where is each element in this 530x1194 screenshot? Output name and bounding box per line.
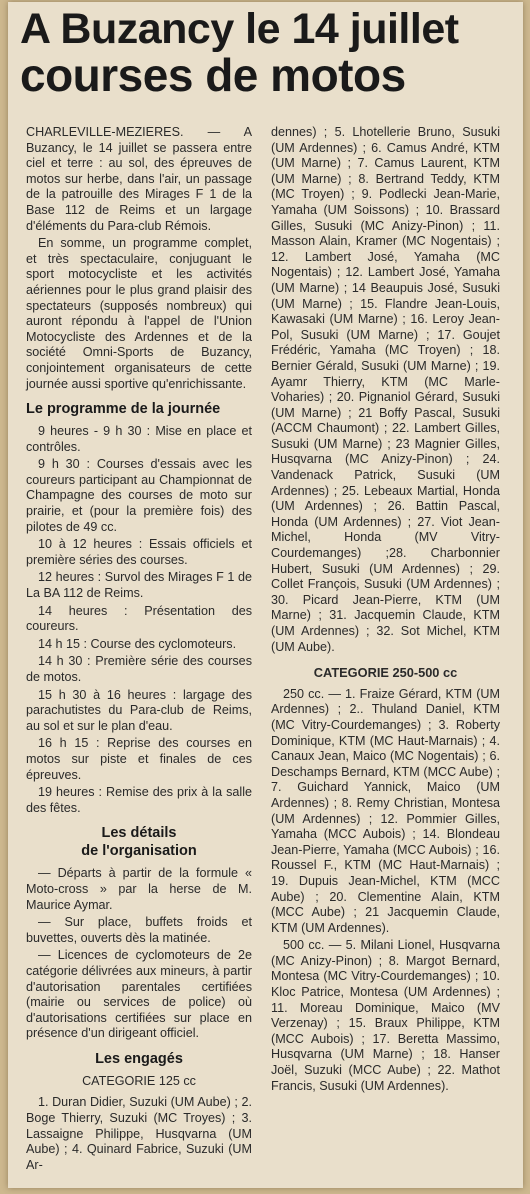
category-500-list: 500 cc. — 5. Milani Lionel, Husqvarna (MC Anizy-Pinon) ; 8. Margot Bernard, Montesa (MC Vitry-Courdemanges) ; 10. Kloc Patrice, Montesa (UM Ardennes) ; 11. Moreau Dominique, Maico (MV Verzenay) ; 15. Braux Philippe, KTM (MCC Aubois) ; 17. Beretta Massimo, Husqvarna (UM Marne) ; 18. Hanser Joël, Suzuki (MCC Aube) ; 22. Mathot Francis, Susuki (UM Ardennes). — [271, 938, 500, 1093]
programme-item: 19 heures : Remise des prix à la salle des fêtes. — [26, 785, 252, 815]
programme-item: 12 heures : Survol des Mirages F 1 de La BA 112 de Reims. — [26, 570, 252, 601]
headline — [20, 5, 520, 101]
programme-item: 15 h 30 à 16 heures : largage des parachutistes du Para-club de Reims, au sol et sur le plan d'eau. — [26, 687, 252, 733]
programme-item: 9 heures - 9 h 30 : Mise en place et contrôles. — [26, 424, 252, 454]
intro-paragraph-1: CHARLEVILLE-MEZIERES. — A Buzancy, le 14 juillet se passera entre ciel et terre : au sol, des épreuves de motos sur herbe, dans l'air, un passage de la patrouille des Mirages F 1 de la Base 112 de Reims et un largage d'éléments du Para-club Rémois. — [26, 125, 252, 233]
category-250-list: 250 cc. — 1. Fraize Gérard, KTM (UM Ardennes) ; 2.. Thuland Daniel, KTM (MC Vitry-Courdemanges) ; 3. Roberty Dominique, KTM (MC Haut-Marnais) ; 4. Canaux Jean, Maico (MC Nogentais) ; 6. Deschamps Bernard, KTM (MCC Aube) ; 7. Guichard Yannick, Maico (UM Ardennes) ; 8. Remy Christian, Montesa (UM Ardennes) ; 12. Pommier Gilles, Yamaha (MCC Aubois) ; 14. Blondeau Jean-Pierre, Yamaha (MCC Aubois) ; 16. Roussel F., KTM (MC Haut-Marnais) ; 19. Dupuis Jean-Michel, KTM (MCC Aube) ; 20. Clementine Alain, KTM (MCC Aube) ; 21 Jacquemin Claude, KTM (UM Ardennes). — [271, 686, 500, 935]
details-item: — Licences de cyclomoteurs de 2e catégorie délivrées aux mineurs, à partir d'autorisation parentales certifiées (mairie ou services de police) où d'autorisations certifiées sur place en présence d'un dirigeant officiel. — [26, 948, 252, 1041]
programme-item: 14 heures : Présentation des coureurs. — [26, 603, 252, 634]
programme-item: 9 h 30 : Courses d'essais avec les coureurs participant au Championnat de Champagne des courses de moto sur prairie, et (pour la première fois) des pilotes de 49 cc. — [26, 457, 252, 534]
programme-item: 14 h 15 : Course des cyclomoteurs. — [38, 636, 237, 651]
programme-item: 10 à 12 heures : Essais officiels et première séries des courses. — [26, 537, 252, 567]
details-item: — Départs à partir de la formule « Moto-cross » par la herse de M. Maurice Aymar. — [26, 866, 252, 912]
intro-paragraph-2: En somme, un programme complet, et très spectaculaire, conjuguant le sport motocycliste et les activités aériennes pour le plus grand plaisir des spectateurs (supposés nombreux) qui auront répondu à l'appel de l'Union Motocycliste des Ardennes et de la société Omni-Sports de Buzancy, conjointement organisateurs de cette journée aussi sportive qu'enrichissante. — [26, 236, 252, 391]
headline-line-2: courses de motos — [20, 48, 406, 101]
headline-line-1: A Buzancy le 14 juillet — [20, 5, 459, 53]
category-125-heading: CATEGORIE 125 cc — [82, 1073, 196, 1088]
programme-item: 16 h 15 : Reprise des courses en motos sur piste et finales de ces épreuves. — [26, 736, 252, 782]
category-125-list-continued: dennes) ; 5. Lhotellerie Bruno, Susuki (UM Ardennes) ; 6. Camus André, KTM (UM Marne) ; 7. Camus Laurent, KTM (UM Marne) ; 8. Bertrand Teddy, KTM (MC Troyen) ; 9. Podlecki Jean-Marie, Yamaha (UM Soissons) ; 10. Brassard Gilles, Susuki (MC Anizy-Pinon) ; 11. Masson Alain, Kramer (MC Nogentais) ; 12. Lambert José, Yamaha (MC Nogentais) ; 12. Lambert José, Yamaha (UM Marne) ; 14 Beaupuis José, Susuki (UM Marne) ; 15. Flandre Jean-Louis, Kawasaki (UM Marne) ; 16. Leroy Jean-Pol, Susuki (UM Marne) ; 17. Goujet Frédéric, Yamaha (MC Troyen) ; 18. Bernier Gérald, Susuki (UM Marne) ; 19. Ayamr Thierry, KTM (MC Marle-Voharies) ; 20. Pignaniol Gérard, Susuki (UM Marne) ; 21 Boffy Pascal, Susuki (ACCM Chaumont) ; 22. Lambert Gilles, Susuki (UM Marne) ; 23 Magnier Gilles, Husqvarna (MC Anizy-Pinon) ; 24. Vandenack Patrick, Susuki (UM Ardennes) ; 25. Lebeaux Martial, Honda (UM Ardennes) ; 26. Battin Pascal, Honda (UM Ardennes) ; 27. Viot Jean-Michel, Honda (MV Vitry-Courdemanges) ;28. Charbonnier Hubert, Susuki (UM Ardennes) ; 29. Collet François, Susuki (UM Ardennes) ; 30. Picard Jean-Pierre, KTM (UM Marne) ; 31. Jacquemin Claude, KTM (UM Ardennes) ; 32. Sot Michel, KTM (UM Aube). — [271, 125, 500, 654]
right-column — [271, 125, 500, 1096]
left-column — [26, 125, 252, 1175]
category-250-500-heading: CATEGORIE 250-500 cc — [313, 665, 458, 681]
details-heading-line-1: Les détails — [101, 825, 177, 842]
details-item: — Sur place, buffets froids et buvettes, ouverts dès la matinée. — [26, 915, 252, 945]
programme-item: 14 h 30 : Première série des courses de motos. — [26, 654, 252, 684]
engages-heading: Les engagés — [95, 1050, 183, 1067]
programme-heading: Le programme de la journée — [26, 401, 221, 418]
details-heading-line-2: de l'organisation — [81, 843, 197, 860]
category-125-list-start: 1. Duran Didier, Suzuki (UM Aube) ; 2. Boge Thierry, Suzuki (MC Troyes) ; 3. Lassaigne Philippe, Husqvarna (UM Aube) ; 4. Quinard Fabrice, Suzuki (UM Ar- — [26, 1095, 252, 1172]
